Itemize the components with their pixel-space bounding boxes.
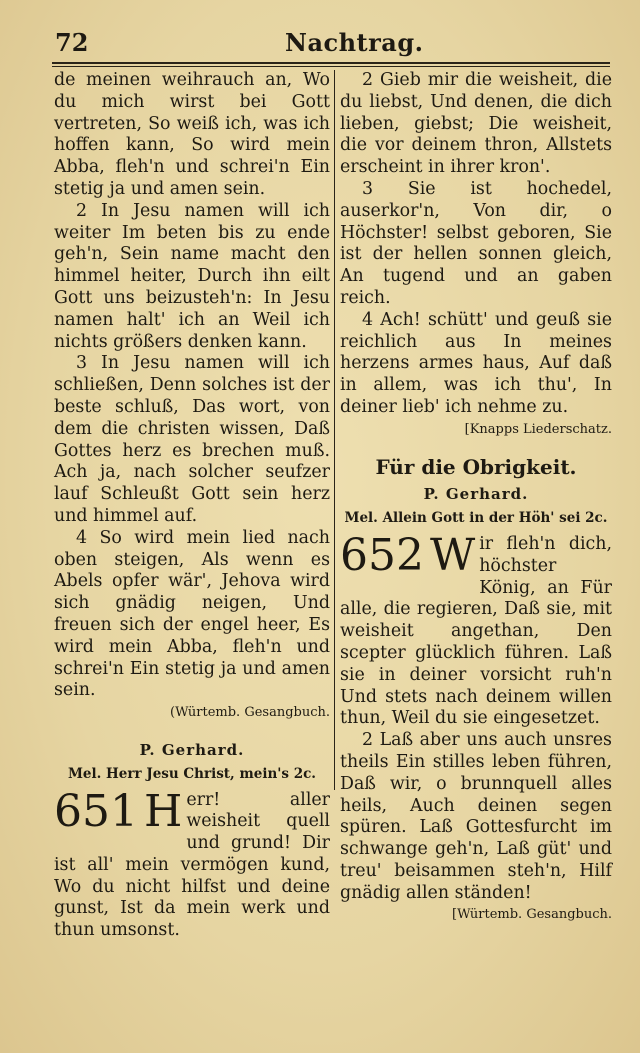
hymn-652-number: 652 — [340, 529, 424, 581]
hymn-651-text: err! aller weisheit quell und grund! Dir ist all' mein vermögen kund, Wo du nicht hilfst und deine gunst, Ist da mein werk und thun umsonst. — [54, 789, 330, 941]
hymn-651 — [54, 785, 330, 943]
section-title: Für die Obrigkeit. — [375, 454, 577, 479]
hymn-652-author: P. Gerhard. — [423, 485, 529, 504]
source-citation: (Würtemb. Gesangbuch. — [170, 705, 330, 721]
verse-3: 3 In Jesu namen will ich schließen, Denn solches ist der beste schluß, Das wort, von dem die christen wissen, Daß Gottes herz es brechen muß. Ach ja, nach solcher seufzer lauf Schleußt Gott sein herz und himmel auf. — [54, 353, 330, 526]
running-title: Nachtrag. — [285, 28, 424, 57]
hymn-continuation: de meinen weihrauch an, Wo du mich wirst bei Gott vertreten, So weiß ich, was ich hoffen kann, So wird mein Abba, fleh'n und schrei'n Ein stetig ja und amen sein. — [54, 70, 330, 199]
hymn-652-source: [Würtemb. Gesangbuch. — [452, 907, 612, 923]
hymn-652-melody: Mel. Allein Gott in der Höh' sei 2c. — [344, 510, 608, 527]
hymn-652-text: ir fleh'n dich, höchster König, an Für alle, die regieren, Daß sie, mit weisheit angethan, Den scepter glücklich führen. Laß sie in deiner vorsicht ruh'n Und stets nach deinem willen thun, Weil du sie eingesetzet. — [340, 533, 612, 729]
hymn-651-number: 651 — [54, 785, 138, 837]
verse-2: 2 In Jesu namen will ich weiter Im beten bis zu ende geh'n, Sein name macht den himmel heiter, Durch ihn eilt Gott uns beizusteh'n: In Jesu namen halt' ich an Weil ich nichts größers denken kann. — [54, 200, 330, 352]
left-column — [54, 70, 330, 942]
hymn-652-initial: W — [429, 529, 476, 581]
verse-3-right: 3 Sie ist hochedel, auserkor'n, Von dir, o Höchster! selbst geboren, Sie ist der hellen sonnen gleich, An tugend und an gaben reich. — [340, 178, 612, 308]
page-number: 72 — [55, 28, 89, 57]
hymn-651-author: P. Gerhard. — [139, 740, 245, 759]
verse-4-right: 4 Ach! schütt' und geuß sie reichlich aus In meines herzens armes haus, Auf daß in allem, was ich thu', In deiner lieb' ich nehme zu. — [340, 309, 612, 417]
source-citation-right: [Knapps Liederschatz. — [464, 421, 612, 437]
verse-2-right: 2 Gieb mir die weisheit, die du liebst, Und denen, die dich lieben, giebst; Die weisheit, die vor deinem thron, Allstets erscheint in ihrer kron'. — [340, 70, 612, 178]
page-header — [55, 28, 610, 58]
header-rule — [52, 62, 610, 67]
right-column — [340, 70, 612, 926]
column-divider — [334, 70, 335, 790]
hymn-652-verse-2: 2 Laß aber uns auch unsres theils Ein stilles leben führen, Daß wir, o brunnquell alles heils, Auch deinen segen spüren. Laß Gottesfurcht im schwange geh'n, Laß güt' und treu' beisammen steh'n, Hilf gnädig allen ständen! — [340, 730, 612, 903]
verse-4: 4 So wird mein lied nach oben steigen, Als wenn es Abels opfer wär', Jehova wird sich gnädig neigen, Und freuen sich der engel heer, Es wird mein Abba, fleh'n und schrei'n Ein stetig ja und amen sein. — [54, 527, 330, 701]
hymn-652 — [340, 529, 612, 730]
hymn-651-melody: Mel. Herr Jesu Christ, mein's 2c. — [67, 765, 317, 782]
hymn-651-initial: H — [143, 785, 183, 837]
